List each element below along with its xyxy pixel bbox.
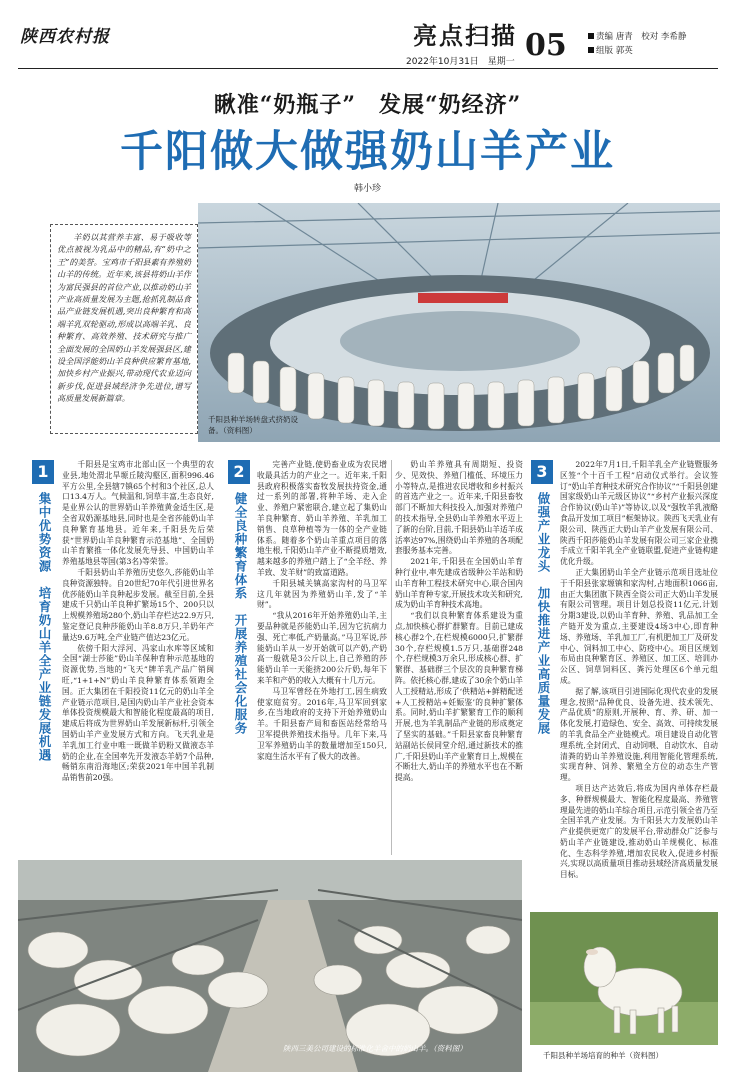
section-1-number: 1: [32, 460, 54, 484]
section-1-paragraph: 千阳县奶山羊养殖历史悠久,莎能奶山羊良种资源独特。自20世纪70年代引进世界名优莎能奶山羊良种起步发展。截至目前,全县建成千只奶山羊良种扩繁场15个、200只以上规模养殖场280个,奶山羊存栏达22.9万只,鉴定登记良种莎能奶山羊8.8万只,羊奶年产量达9.6万吨,全产业链产值达23亿元。: [62, 567, 214, 642]
staff-line-1: 责编 唐青 校对 李希静: [588, 30, 686, 44]
section-1-paragraph: 依傍千阳大浮河、冯家山水库等区域和全国“湖士莎能”奶山羊保种育种示范基地的资源优势,当地的“飞天”牌羊乳产品广销闽旺,“1+1+N”奶山羊良种繁育体系领跑全国。正大集团在千阳投资11亿元的奶山羊全产业链示范项目,是国内奶山羊产业社会资本单体投资规模最大和智能化程度最高的项目,建成后将成为世界奶山羊发展新标杆,引领全国奶山羊产业发展方式和方向。飞天乳业是羊乳加工行业中唯一既做羊奶粉又做液态羊奶的企业,在全国率先开发液态羊奶7个品种,畅销东南沿海地区;荣获2021年中国羊乳制品销售前20强。: [62, 643, 214, 783]
section-3-paragraph: 项目达产达效后,将成为国内单体存栏最多、种群规模最大、智能化程度最高、养殖管理最先进的奶山羊综合项目,示范引领全省乃至全国羊乳产业发展。为千阳县大力发展奶山羊产业提供更宽广的发展平台,带动群众广泛参与奶山羊产业链建设,推动奶山羊规模化、标准化、生态科学养殖,增加农民收入,促进乡村振兴,实现以高质量项目推动县域经济高质量发展目标。: [560, 783, 718, 880]
section-2-header: [228, 460, 252, 735]
rotary-milking-parlor-photo: [198, 203, 720, 442]
intro-text: 羊奶以其营养丰富、易于吸收等优点被视为乳品中的精品,有“奶中之王”的美誉。宝鸡市千阳县素有养殖奶山羊的传统。近年来,该县将奶山羊作为富民强县的首位产业,以推动奶山羊产业高质量发展为主题,抢抓乳制品食品产业链发展机遇,突出良种繁育和高端羊乳双轮驱动,形成以高端羊乳、良种繁育、高效养殖、技术研究与推广全面发展的全国奶山羊发展强县区,建设全国浮能奶山羊良种供应繁育基地,加快乡村产业振兴,带动现代农业迈向新步伐,促进县域经济争先进位,谱写高质量发展新篇章。: [57, 232, 191, 404]
section-2-paragraph: 千阳县城关镇高家沟村的马卫军这几年就因为养殖奶山羊,发了“羊财”。: [257, 578, 387, 610]
section-1-title: 集中优势资源 培育奶山羊全产业链发展机遇: [37, 492, 52, 762]
page-number: 05: [525, 28, 567, 63]
goat-shed-photo: [18, 860, 522, 1072]
section-2-column-b: [395, 460, 523, 784]
staff-credits: [588, 30, 686, 58]
section-name: 亮点扫描: [413, 22, 517, 50]
section-3-title: 做强产业龙头 加快推进产业高质量发展: [536, 492, 551, 735]
column-divider: [391, 460, 392, 855]
section-1-paragraph: 千阳县是宝鸡市北部山区一个典型的农业县,地处渭北旱塬丘陵沟壑区,面积996.46平方公里,全县辖7镇65个村和3个社区,总人口13.4万人。气候温和,饲草丰富,生态良好,是业界公认的世界奶山羊养殖黄金适生区,是全省双奶源基地县,同时也是全省莎能奶山羊良种繁育基地县。近年来,千阳县先后荣获“世界奶山羊良种繁育示范基地”、全国奶山羊育繁推一体化发展先导县、中国奶山羊养殖基地县等国(第3名)等荣誉。: [62, 460, 214, 567]
newspaper-logo: 陕西农村报: [20, 27, 110, 47]
section-3-column: [560, 460, 718, 881]
section-2-paragraph: “我们以良种繁育体系建设为重点,加快核心群扩群繁育。目前已建成核心群2个,在栏规模6000只,扩繁群30个,存栏规模1.5万只,基础群248个,存栏规模3万余只,形成核心群、扩繁群、基础群三个层次的良种繁育梯阵。依托核心群,建成了30余个奶山羊人工授精站,形成了‘供精站+鲜精配送+人工授精站+妊娠鉴’的良种扩繁体系。同时,奶山羊扩繁繁育工作的顺利开展,也为羊乳制品产业链的形成奠定了坚实的基础。”千阳县家畜良种繁育站副站长侯同堂介绍,通过新技术的推广,千阳县奶山羊产业繁育日上,规模在不断壮大,奶山羊的养殖水平也在不断提高。: [395, 611, 523, 783]
article-byline: 韩小珍: [353, 184, 381, 194]
article-headline: 千阳做大做强奶山羊产业: [120, 127, 615, 177]
section-3-header: [531, 460, 555, 735]
article-subhead: 瞅准“奶瓶子” 发展“奶经济”: [213, 92, 522, 118]
masthead-divider: [18, 68, 718, 69]
goat-photo-caption: 千阳县种羊场培育的种羊（资料图）: [543, 1051, 663, 1060]
section-3-paragraph: 2022年7月1日,千阳羊乳全产业链暨服务区签“个十百千工程”启动仪式举行。会议签订“奶山羊育种技术研究合作协议”“千阳县创建国家级奶山羊元级区协议”“乡村产业振兴深度合作协议(奶山羊)”等协议,以及“强牧羊乳液酪食品开发加工项目”框架协议。陕西飞天乳业有限公司、陕西正大奶山羊产业发展有限公司、陕西千阳莎能奶山羊发展有限公司三家企业携手成立千阳羊乳全产业链联盟,促进产业链构建优化升级。: [560, 460, 718, 567]
section-2-number: 2: [228, 460, 250, 484]
staff-line-2: 组版 郭英: [588, 44, 686, 58]
section-1-header: [32, 460, 56, 762]
intro-box: [50, 224, 198, 434]
section-2-paragraph: 奶山羊养殖具有周期短、投资少、见效快、养殖门槛低、环境压力小等特点,是推进农民增收和乡村振兴的首选产业之一。近年来,千阳县畜牧部门不断加大科技投入,加强对养殖户的技术指导,全县奶山羊养殖水平迈上了新的台阶,目前,千阳县奶山羊适羊成活率达97%,围绕奶山羊养殖的各项配套服务基本完善。: [395, 460, 523, 556]
section-3-number: 3: [531, 460, 553, 484]
section-2-paragraph: “我从2016年开始养殖奶山羊,主要品种就是莎能奶山羊,因为它抗病力强、死亡率低,产奶量高。”马卫军说,莎能奶山羊从一岁开始就可以产奶,产奶高一般就是3公斤以上,自己养殖的莎能奶山羊一天能挤200公斤奶,每年下来羊和产奶的收入大概有十几万元。: [257, 611, 387, 685]
section-2-paragraph: 马卫军曾经在外地打工,因生病致使家庭贫穷。2016年,马卫军回到家乡,在当地政府的支持下开始养殖奶山羊。千阳县畜产局和畜医站经常给马卫军提供养殖技术指导。几年下来,马卫军养殖奶山羊的数量增加至150只,家庭生活水平有了极大的改善。: [257, 686, 387, 761]
section-2-title: 健全良种繁育体系 开展养殖社会化服务: [233, 492, 248, 735]
issue-date: 2022年10月31日 星期一: [406, 57, 515, 67]
section-1-column: [62, 460, 214, 784]
top-photo-caption: 千阳县种羊场转盘式挤奶设备。（资料图）: [208, 415, 298, 435]
section-3-paragraph: 正大集团奶山羊全产业链示范项目选址位于千阳县张家塬镇和家沟村,占地面积1066亩,由正大集团旗下陕西全资公司正大奶山羊发展有限公司管理。项目计划总投资11亿元,计划分期3建设,以奶山羊育种、养殖、乳品加工全产链开发为重点,主要建设4场3中心,即育种场、养殖场、羊乳加工厂,有机肥加工厂及研发中心、饲料加工中心、防疫中心。项目区规划布局由良种繁育区、养殖区、加工区、培训办公区、饲草饲料区、粪污处理区6个单元组成。: [560, 567, 718, 685]
bottom-photo-caption: 陕西三美公司建设的标准化羊舍中的奶山羊。（资料图）: [283, 1044, 467, 1053]
breeding-goat-photo: [530, 912, 718, 1045]
section-2-column-a: [257, 460, 387, 762]
section-2-paragraph: 2021年,千阳县在全国奶山羊育种行业中,率先建成省级种公羊站和奶山羊育种工程技术研究中心,联合国内奶山羊育种专家,开展技术攻关和研究,成为奶山羊育种技术高地。: [395, 557, 523, 610]
section-2-paragraph: 完善产业链,使奶畜业成为农民增收最具活力的产业之一。近年来,千阳县政府积极落实畜牧发展扶持资金,通过一系列的部署,将种羊场、走入企业、养殖户紧密联合,建立起了集奶山羊良种繁育、奶山羊养殖、羊乳加工销售、良草种植等为一体的全产业链体系。随着多个奶山羊重点项目的落地生根,千阳奶山羊产业不断提质增效,越来越多的养殖户踏上了“全羊经、养羊致、发羊财”的致富道路。: [257, 460, 387, 577]
section-3-paragraph: 据了解,该项目引进国际化现代农业的发展理念,按照“品种优良、设备先进、技术领先、产品优质”的原则,开展种、育、养、研、加一体化发展,打造绿色、安全、高效、可持续发展的羊乳食品全产业链模式。项目建设自动化管理系统,全封闭式、自动饲喂、自动饮水、自动清粪的奶山羊养殖设施,利用智能化管理系统,实现育种、饲养、繁殖全方位的动态生产管理。: [560, 686, 718, 783]
